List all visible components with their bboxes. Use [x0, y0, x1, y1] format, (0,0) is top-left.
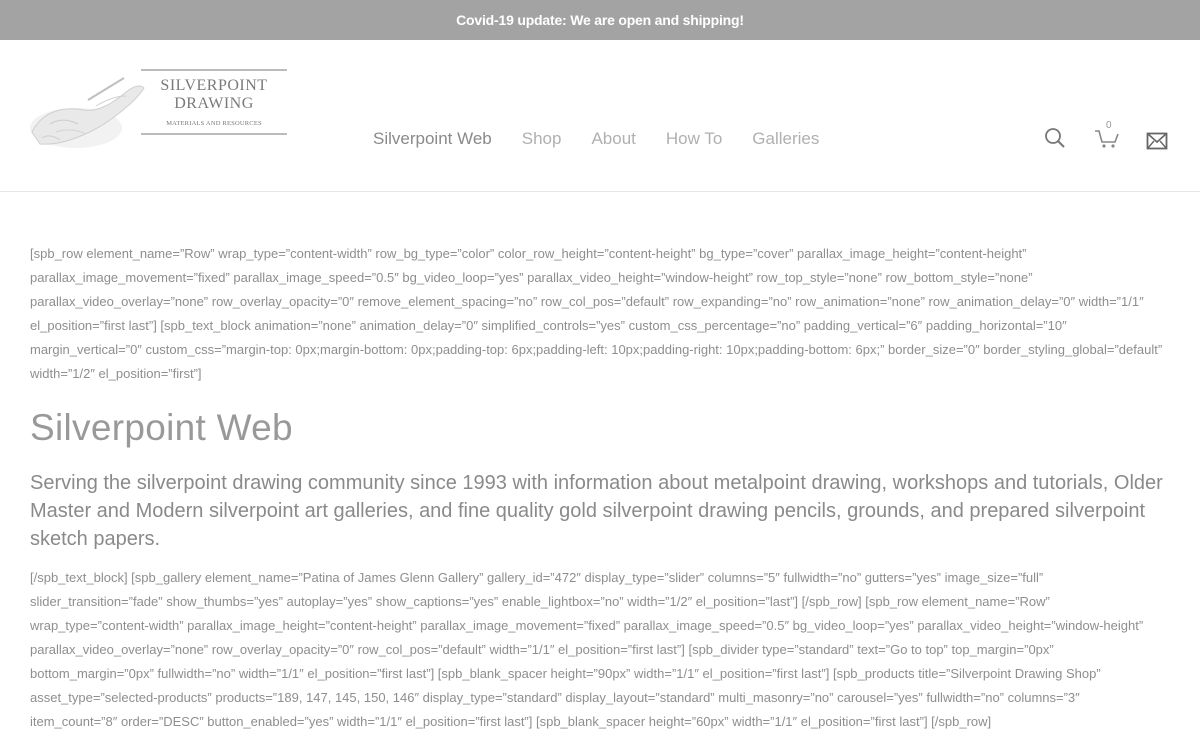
announcement-bar — [0, 0, 1200, 40]
nav-item-about[interactable]: About — [591, 129, 636, 148]
shortcode-text-top: [spb_row element_name=”Row” wrap_type=”content-width” row_bg_type=”color” color_row_height=”content-height” bg_type=”cover” parallax_image_height=”content-height” parallax_image_movement=”fixed” parallax_image_speed=”0.5″ bg_video_loop=”yes” parallax_video_height=”window-height” row_top_style=”none” row_bottom_style=”none” parallax_video_overlay=”none” row_overlay_opacity=”0″ remove_element_spacing=”no” row_col_pos=”default” row_expanding=”no” row_animation=”none” row_animation_delay=”0″ width=”1/1″ el_position=”first last”] [spb_text_block animation=”none” animation_delay=”0″ simplified_controls=”yes” custom_css_percentage=”no” padding_vertical=”6″ padding_horizontal=”10″ margin_vertical=”0″ custom_css=”margin-top: 0px;margin-bottom: 0px;padding-top: 6px;padding-left: 10px;padding-right: 10px;padding-bottom: 6px;” border_size=”0″ border_styling_global=”default” width=”1/2″ el_position=”first”] — [30, 246, 1163, 381]
nav-item-silverpoint-web[interactable]: Silverpoint Web — [373, 129, 492, 148]
mail-icon[interactable] — [1146, 132, 1168, 150]
site-logo[interactable] — [26, 66, 290, 176]
logo-title-line1: SILVERPOINT — [160, 77, 268, 94]
header-icons — [1044, 120, 1168, 150]
nav-item-how-to[interactable]: How To — [665, 129, 723, 148]
site-header — [0, 40, 1200, 192]
logo-title-line2: DRAWING — [174, 95, 254, 112]
nav-item-shop[interactable]: Shop — [521, 129, 562, 148]
nav-item-galleries[interactable]: Galleries — [752, 129, 820, 148]
cart-icon[interactable] — [1094, 120, 1120, 149]
page-title: Silverpoint Web — [30, 407, 293, 448]
logo-wordmark — [141, 69, 287, 135]
intro-paragraph: Serving the silverpoint drawing community since 1993 with information about metalpoint drawing, workshops and tutorials, Older Master and Modern silverpoint art galleries, and fine quality gold silverpoint drawing pencils, grounds, and prepared silverpoint sketch papers. — [30, 472, 1163, 550]
cart-count-badge: 0 — [1106, 120, 1112, 131]
shortcode-text-bottom: [/spb_text_block] [spb_gallery element_name=”Patina of James Glenn Gallery” gallery_id=”472″ display_type=”slider” columns=”5″ fullwidth=”no” gutters=”yes” image_size=”full” slider_transition=”fade” show_thumbs=”yes” autoplay=”yes” show_captions=”yes” enable_lightbox=”no” width=”1/2″ el_position=”last”] [/spb_row] [spb_row element_name=”Row” wrap_type=”content-width” parallax_image_height=”content-height” parallax_image_movement=”fixed” parallax_image_speed=”0.5″ bg_video_loop=”yes” parallax_video_height=”window-height” parallax_video_overlay=”none” row_overlay_opacity=”0″ row_col_pos=”default” width=”1/1″ el_position=”first last”] [spb_divider type=”standard” text=”Go to top” top_margin=”0px” bottom_margin=”0px” fullwidth=”no” width=”1/1″ el_position=”first last”] [spb_blank_spacer height=”90px” width=”1/1″ el_position=”first last”] [spb_products title=”Silverpoint Drawing Shop” asset_type=”selected-products” products=”189, 147, 145, 150, 146″ display_type=”standard” display_layout=”standard” multi_masonry=”no” carousel=”yes” fullwidth=”no” columns=”3″ item_count=”8″ order=”DESC” button_enabled=”yes” width=”1/1″ el_position=”first last”] [spb_blank_spacer height=”60px” width=”1/1″ el_position=”first last”] [/spb_row] — [30, 570, 1144, 729]
announcement-text: Covid-19 update: We are open and shipping! — [456, 12, 744, 28]
search-icon[interactable] — [1044, 127, 1066, 149]
hand-drawing-illustration — [26, 66, 146, 156]
page-content — [0, 242, 1200, 734]
main-nav — [373, 129, 819, 149]
logo-subtitle: MATERIALS AND RESOURCES — [166, 120, 262, 127]
